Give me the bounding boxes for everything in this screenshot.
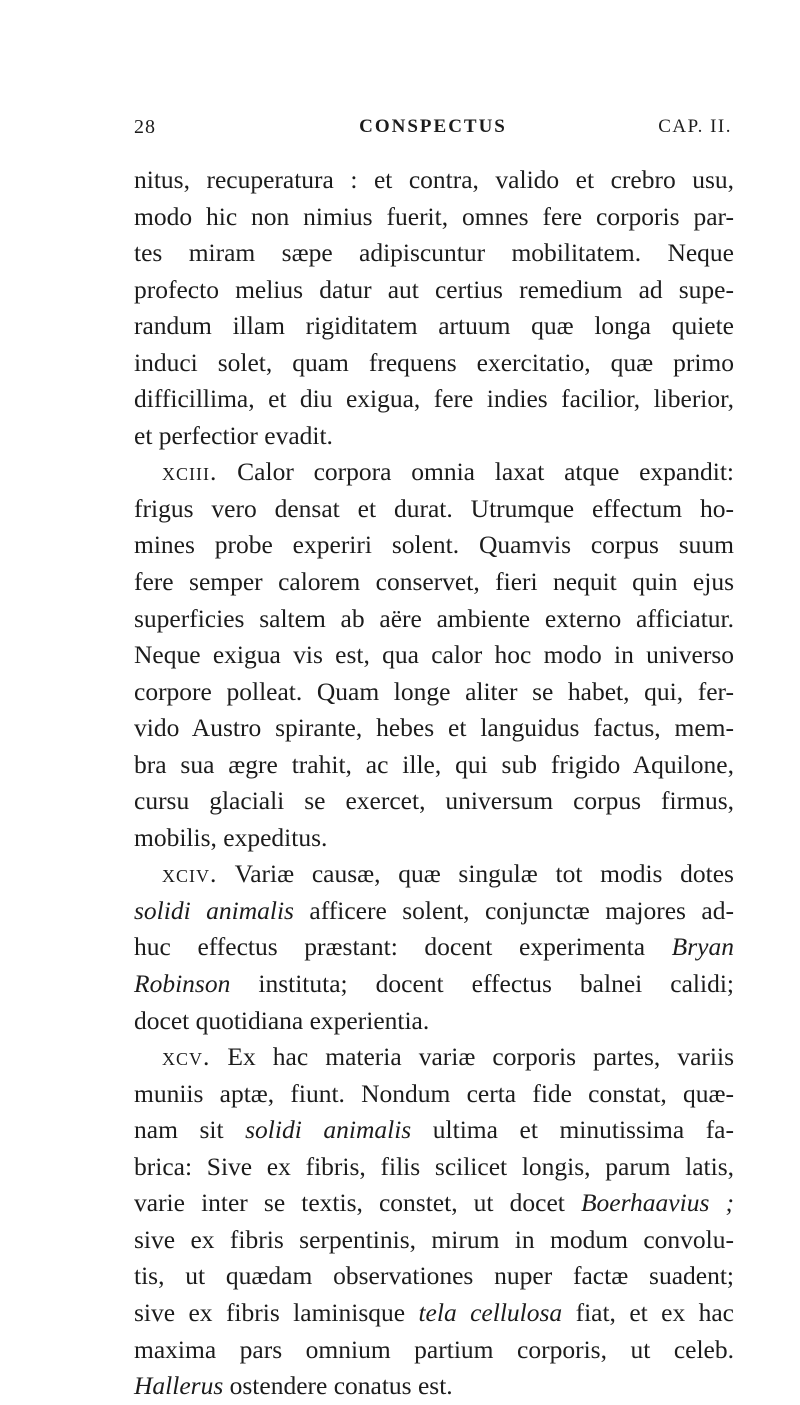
running-head (134, 116, 732, 144)
text-line (134, 1003, 734, 1040)
text-segment: mobilis, expeditus. (134, 822, 328, 852)
italic-text: solidi animalis (245, 1115, 412, 1145)
text-segment: afficere solent, conjunctæ majores ad- (293, 895, 734, 925)
text-line (134, 527, 734, 564)
text-segment: Variæ causæ, quæ singulæ tot modis dotes (217, 859, 734, 889)
italic-text: Robinson (134, 969, 231, 999)
text-line (134, 747, 734, 784)
text-segment: nitus, recuperatura : et contra, valido et crebro usu, (134, 165, 734, 194)
text-line (134, 454, 734, 491)
text-segment: mines probe experiri solent. Quamvis corpus suum (134, 530, 734, 560)
text-line (134, 381, 734, 418)
text-line (134, 1039, 734, 1076)
text-line (134, 1076, 734, 1113)
text-segment: fiat, et ex hac (562, 1297, 734, 1327)
text-segment: Neque exigua vis est, qua calor hoc modo in universo (134, 640, 734, 670)
text-line (134, 966, 734, 1003)
running-title: CONSPECTUS (359, 116, 507, 137)
text-line (134, 491, 734, 528)
text-segment: tis, ut quædam observationes nuper factæ suadent; (134, 1261, 734, 1291)
italic-text: Bryan (671, 932, 734, 962)
italic-text: solidi animalis (134, 895, 294, 925)
text-line (134, 820, 734, 857)
text-segment: superficies saltem ab aëre ambiente externo afficiatur. (134, 603, 734, 633)
text-segment: ostendere conatus est. (223, 1371, 453, 1401)
text-segment: maxima pars omnium partium corporis, ut celeb. (134, 1334, 734, 1364)
text-line (134, 1149, 734, 1186)
text-segment: brica: Sive ex fibris, filis scilicet longis, parum latis, (134, 1151, 734, 1181)
text-segment: nam sit (134, 1115, 246, 1145)
text-line (134, 601, 734, 638)
text-line (134, 674, 734, 711)
text-line (134, 272, 734, 309)
text-segment: instituta; docent effectus balnei calidi; (230, 969, 734, 999)
text-line (134, 235, 734, 272)
text-line (134, 1185, 734, 1222)
text-segment: sive ex fibris serpentinis, mirum in modum convolu- (134, 1224, 734, 1254)
text-segment: corpore polleat. Quam longe aliter se habet, qui, fer- (134, 676, 734, 706)
text-segment: difficillima, et diu exigua, fere indies facilior, liberior, (134, 384, 734, 414)
text-segment: profecto melius datur aut certius remedium ad supe- (134, 274, 734, 304)
text-segment: cursu glaciali se exercet, universum corpus firmus, (134, 786, 734, 816)
section-number: xciv. (162, 859, 218, 889)
text-segment: Calor corpora omnia laxat atque expandit: (217, 457, 734, 487)
italic-text: Boerhaavius ; (580, 1188, 734, 1218)
text-segment: bra sua ægre trahit, ac ille, qui sub frigido Aquilone, (134, 749, 734, 779)
text-line (134, 1332, 734, 1369)
text-segment: varie inter se textis, constet, ut docet (134, 1188, 581, 1218)
text-line (134, 199, 734, 236)
text-segment: induci solet, quam frequens exercitatio, quæ primo (134, 347, 734, 377)
text-line (134, 162, 734, 199)
italic-text: Hallerus (134, 1371, 224, 1401)
text-line (134, 1112, 734, 1149)
section-number: xcv. (162, 1042, 211, 1072)
text-line (134, 893, 734, 930)
text-line (134, 783, 734, 820)
text-segment: vido Austro spirante, hebes et languidus factus, mem- (134, 713, 734, 743)
text-segment: tes miram sæpe adipiscuntur mobilitatem. Neque (134, 238, 734, 268)
text-line (134, 1295, 734, 1332)
text-line (134, 1368, 734, 1405)
text-segment: sive ex fibris laminisque (134, 1297, 419, 1327)
text-line (134, 418, 734, 455)
text-segment: et perfectior evadit. (134, 420, 333, 450)
text-segment: modo hic non nimius fuerit, omnes fere corporis par- (134, 201, 734, 231)
text-line (134, 345, 734, 382)
text-line (134, 710, 734, 747)
italic-text: tela cellulosa (418, 1297, 563, 1327)
body-text (134, 162, 734, 1405)
text-line (134, 637, 734, 674)
text-segment: frigus vero densat et durat. Utrumque effectum ho- (134, 493, 734, 523)
text-segment: fere semper calorem conservet, fieri nequit quin ejus (134, 567, 734, 597)
text-segment: muniis aptæ, fiunt. Nondum certa fide constat, quæ- (134, 1078, 734, 1108)
text-segment: docet quotidiana experientia. (134, 1005, 430, 1035)
text-line (134, 1258, 734, 1295)
text-segment: Ex hac materia variæ corporis partes, variis (210, 1042, 734, 1072)
text-line (134, 564, 734, 601)
text-segment: randum illam rigiditatem artuum quæ longa quiete (134, 311, 734, 341)
chapter-label: CAP. II. (658, 116, 732, 137)
text-segment: ultima et minutissima fa- (411, 1115, 734, 1145)
text-line (134, 856, 734, 893)
text-line (134, 1222, 734, 1259)
page-number: 28 (134, 116, 156, 138)
section-number: xciii. (162, 457, 218, 487)
text-line (134, 929, 734, 966)
text-segment: huc effectus præstant: docent experimenta (134, 932, 672, 962)
text-line (134, 308, 734, 345)
